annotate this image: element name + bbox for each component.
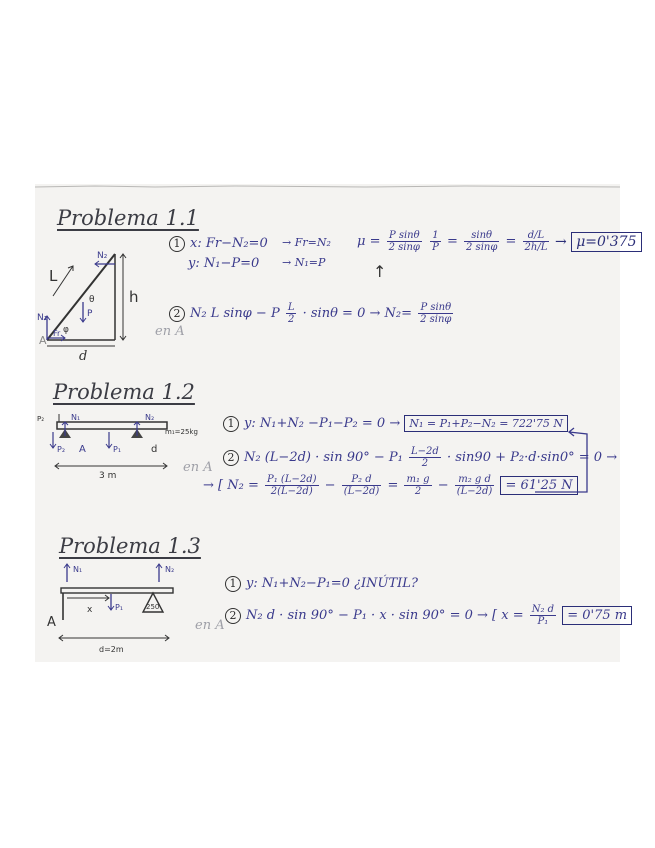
eq-1-2-n2: → [ N₂ = $\frac{\text{P₁ (L−2d)}}{2(L-2d)}$ − $\frac{\text{P₂ d}}{(L-2d)}$ = $\frac{\text{m₁ g}}{2}$ − $\frac{\text{m₂ g d}}{(L-2d)}$ = 61'25 N: [203, 474, 578, 497]
feedback-arrow: [525, 412, 595, 508]
n2-label: N₂: [97, 251, 108, 261]
d-label: d: [151, 444, 158, 455]
eq-number-1: 1: [225, 576, 241, 592]
eq-1-1-x: 1 x: Fr−N₂=0: [169, 236, 268, 252]
eq-number-1: 1: [223, 416, 239, 432]
torn-edge: [35, 184, 620, 194]
problem-1-2-title: Problema 1.2: [53, 380, 195, 404]
p1-label: P₁: [115, 603, 124, 612]
about-a-note-3: en A: [195, 618, 225, 633]
eq-1-1-y: y: N₁−P=0: [188, 256, 260, 271]
ladder-diagram: [35, 236, 160, 346]
n2-label: N₂: [165, 565, 175, 574]
lever-diagram: [47, 560, 192, 655]
eq-1-3-y: 1 y: N₁+N₂−P₁=0 ¿INÚTIL?: [225, 576, 418, 592]
length-label: L: [49, 267, 58, 285]
n1-label: N₁: [37, 313, 48, 323]
n1-result: N₁ = P₁+P₂−N₂ = 722'75 N: [404, 415, 568, 432]
eq-1-1-moment: 2 N₂ L sinφ − P $\frac{L}{2}$ · sinθ = 0 → N₂= $\frac{\text{P sinθ}}{2 \sin\varphi}$: [169, 302, 455, 325]
p1-label: P₁: [113, 445, 122, 454]
point-a-label: A: [79, 444, 86, 455]
problem-1-1-title: Problema 1.1: [57, 206, 199, 230]
eq-1-2-moment: 2 N₂ (L−2d) · sin 90° − P₁ $\frac{L-2d}{2}$ · sin90 + P₂·d·sin0° = 0 →: [223, 446, 617, 469]
beam-diagram: [35, 412, 210, 492]
eq-number-1: 1: [169, 236, 185, 252]
eq-1-1-x-result: → Fr=N₂: [282, 236, 331, 249]
weight-label: 250: [146, 603, 160, 611]
mass-label: m₁=25kg: [165, 428, 198, 436]
n2-label: N₂: [145, 413, 155, 422]
n1-label: N₁: [73, 565, 83, 574]
eq-number-2: 2: [169, 306, 185, 322]
eq-number-2: 2: [225, 608, 241, 624]
n2-result: = 61'25 N: [500, 476, 577, 495]
eq-1-2-y: 1 y: N₁+N₂ −P₁−P₂ = 0 → N₁ = P₁+P₂−N₂ = 722'75 N: [223, 416, 568, 432]
friction-coefficient-result: → μ=0'375: [555, 234, 642, 250]
fr-label: Fr: [53, 329, 61, 338]
p2-label: P₂: [57, 445, 66, 454]
point-a-label: A: [47, 615, 56, 630]
about-a-note-2: en A: [183, 460, 213, 475]
up-arrow-icon: ↑: [373, 262, 387, 281]
phi-label: φ: [63, 325, 69, 335]
eq-1-1-y-result: → N₁=P: [282, 256, 326, 269]
p2-top-label: P₂: [37, 415, 45, 423]
about-a-note-1: en A: [155, 324, 185, 339]
theta-label: θ: [89, 295, 95, 305]
distance-label: d=2m: [99, 645, 124, 654]
friction-coefficient-eq: μ = $\frac{\text{P sinθ}}{2 \sin\varphi}$ $\frac{1}{P}$ = $\frac{\sin\theta}{2 \sin\varphi}$ = $\frac{d/L}{2h/L}$: [357, 230, 548, 253]
x-result: = 0'75 m: [562, 606, 632, 625]
n1-label: N₁: [71, 413, 81, 422]
height-label: h: [129, 288, 139, 306]
problem-1-3-title: Problema 1.3: [59, 534, 201, 558]
d-label: d: [79, 349, 88, 364]
x-label: x: [87, 605, 93, 615]
eq-1-3-moment: 2 N₂ d · sin 90° − P₁ · x · sin 90° = 0 → [ x = $\frac{\text{N₂ d}}{\text{P₁}}$ = 0'75 m: [225, 604, 632, 627]
p-label: P: [87, 309, 93, 319]
notebook-page: [35, 184, 637, 662]
point-a-label: A: [39, 334, 47, 347]
eq-number-2: 2: [223, 450, 239, 466]
span-label: 3 m: [99, 471, 117, 481]
